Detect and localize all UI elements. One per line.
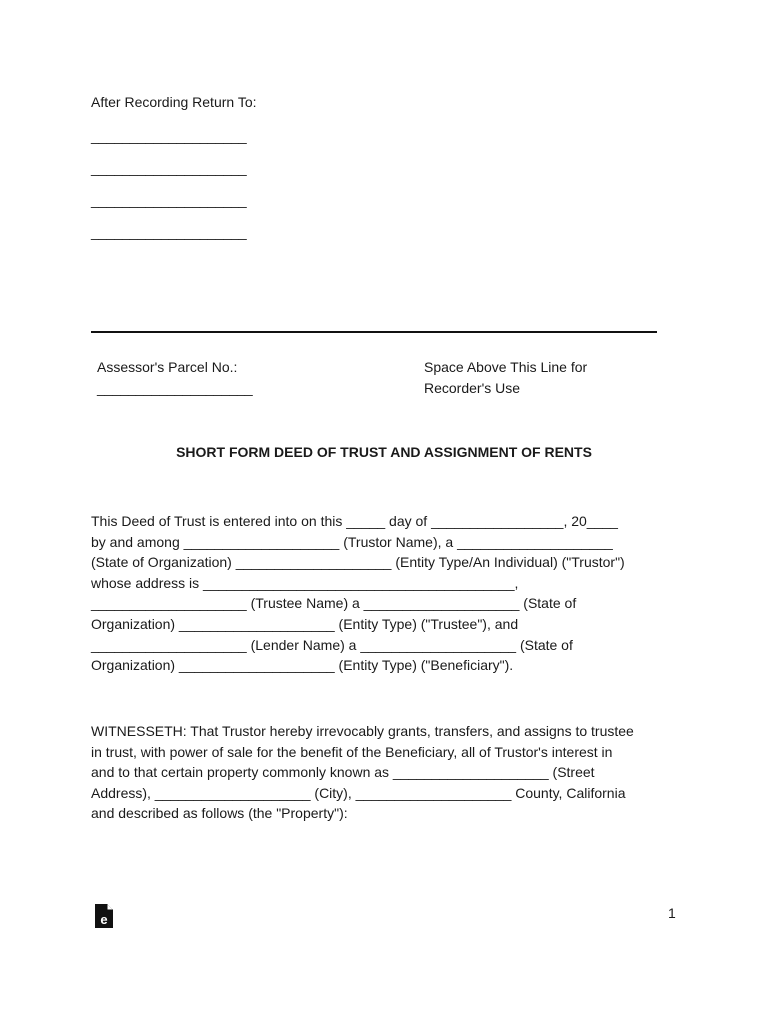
parties-paragraph [91, 511, 681, 676]
paragraph-line: Organization) ____________________ (Entity Type) ("Beneficiary"). [91, 657, 514, 674]
paragraph-line: WITNESSETH: That Trustor hereby irrevocably grants, transfers, and assigns to trustee [91, 723, 634, 739]
parcel-label: Assessor's Parcel No.: [97, 359, 238, 375]
paragraph-line: This Deed of Trust is entered into on this _____ day of _________________, 20____ [91, 513, 618, 529]
return-to-line-2: ____________________ [91, 160, 247, 176]
recorder-note-line-2: Recorder's Use [424, 380, 521, 396]
svg-text:e: e [100, 912, 108, 927]
paragraph-line: (State of Organization) ____________________ (Entity Type/An Individual) ("Trustor") [91, 554, 625, 571]
paragraph-line: in trust, with power of sale for the benefit of the Beneficiary, all of Trustor's interest in [91, 743, 613, 760]
recording-divider-rule [91, 331, 657, 333]
document-title: SHORT FORM DEED OF TRUST AND ASSIGNMENT OF RENTS [176, 444, 592, 460]
paragraph-line: Address), ____________________ (City), ____________________ County, California [91, 784, 626, 801]
paragraph-line: whose address is ________________________________________, [91, 574, 519, 591]
witnesseth-paragraph [91, 721, 681, 824]
paragraph-line: and described as follows (the "Property"): [91, 805, 348, 822]
return-to-line-3: ____________________ [91, 192, 247, 208]
return-to-line-4: ____________________ [91, 224, 247, 240]
paragraph-line: ____________________ (Trustee Name) a ____________________ (State of [91, 595, 577, 612]
return-to-line-1: ____________________ [91, 128, 247, 144]
eforms-logo-icon [94, 903, 114, 929]
paragraph-line: ____________________ (Lender Name) a ____________________ (State of [91, 636, 573, 653]
page-number: 1 [668, 905, 676, 921]
return-to-label: After Recording Return To: [91, 94, 257, 110]
paragraph-line: and to that certain property commonly known as ____________________ (Street [91, 764, 595, 781]
paragraph-line: Organization) ____________________ (Entity Type) ("Trustee"), and [91, 615, 519, 632]
paragraph-line: by and among ____________________ (Trustor Name), a ____________________ [91, 533, 613, 550]
recorder-note-line-1: Space Above This Line for [424, 359, 588, 375]
parcel-blank: ____________________ [97, 380, 253, 396]
